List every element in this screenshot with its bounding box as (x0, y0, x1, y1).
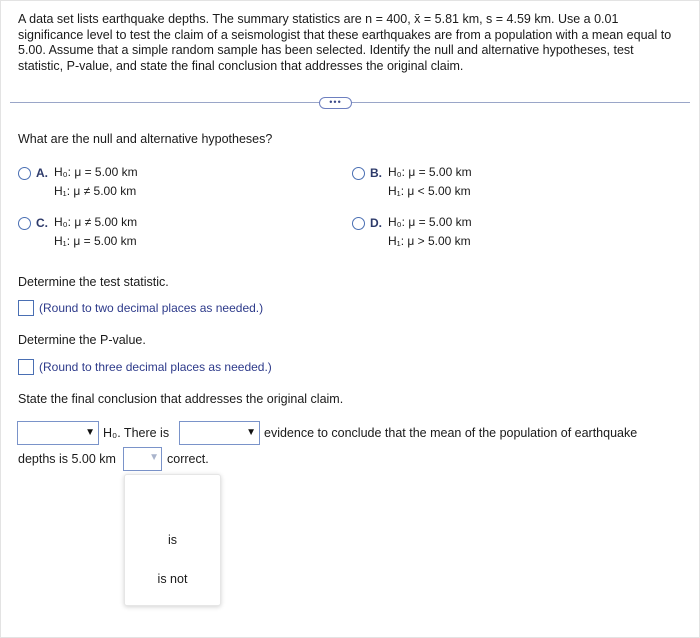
option-c-hypotheses (54, 213, 137, 251)
p-value-hint: (Round to three decimal places as needed.) (39, 360, 272, 374)
is-correct-select[interactable] (123, 447, 162, 471)
conclusion-text-4: correct. (167, 452, 209, 466)
option-b-letter: B. (370, 166, 382, 180)
option-a-h0: H₀: μ = 5.00 km (54, 165, 138, 179)
dropdown-option-is[interactable]: is (167, 533, 178, 547)
radio-button-b[interactable] (352, 167, 365, 180)
chevron-down-icon: ▼ (149, 452, 159, 463)
conclusion-text-2: evidence to conclude that the mean of the population of earthquake (264, 426, 638, 440)
evidence-select[interactable] (179, 421, 260, 445)
test-statistic-input[interactable] (18, 300, 34, 316)
option-d-hypotheses (388, 213, 472, 251)
option-c[interactable] (18, 216, 137, 251)
option-d-h0: H₀: μ = 5.00 km (388, 215, 472, 229)
dropdown-option-is-not[interactable]: is not (157, 572, 188, 586)
question-test-statistic: Determine the test statistic. (18, 275, 169, 289)
p-value-input[interactable] (18, 359, 34, 375)
option-b[interactable] (352, 166, 472, 201)
option-c-letter: C. (36, 216, 48, 230)
question-hypotheses: What are the null and alternative hypotheses? (18, 132, 273, 146)
more-options-button[interactable]: ••• (319, 97, 352, 109)
radio-button-c[interactable] (18, 217, 31, 230)
option-b-h0: H₀: μ = 5.00 km (388, 165, 472, 179)
question-p-value: Determine the P-value. (18, 333, 146, 347)
dropdown-menu (124, 474, 221, 606)
radio-button-a[interactable] (18, 167, 31, 180)
question-conclusion: State the final conclusion that addresses the original claim. (18, 392, 344, 406)
option-b-h1: H₁: μ < 5.00 km (388, 184, 471, 198)
option-b-hypotheses (388, 163, 472, 201)
conclusion-text-3: depths is 5.00 km (18, 452, 116, 466)
option-a-letter: A. (36, 166, 48, 180)
option-d-letter: D. (370, 216, 382, 230)
option-d-h1: H₁: μ > 5.00 km (388, 234, 471, 248)
option-c-h1: H₁: μ = 5.00 km (54, 234, 137, 248)
chevron-down-icon: ▼ (246, 427, 256, 438)
option-a[interactable] (18, 166, 138, 201)
conclusion-text-1: H₀. There is (103, 426, 170, 440)
radio-button-d[interactable] (352, 217, 365, 230)
option-a-h1: H₁: μ ≠ 5.00 km (54, 184, 137, 198)
test-statistic-hint: (Round to two decimal places as needed.) (39, 301, 264, 315)
problem-statement: A data set lists earthquake depths. The summary statistics are n = 400, x̄ = 5.81 km, s = 4.59 km. Use a 0.01 significance level to test the claim of a seismologist that these earthquakes are from a population with a mean equal to 5.00. Assume that a simple random sample has been selected. Identify the null and alternative hypotheses, test statistic, P-value, and state the final conclusion that addresses the original claim. (18, 12, 672, 73)
reject-decision-select[interactable] (17, 421, 99, 445)
option-a-hypotheses (54, 163, 138, 201)
chevron-down-icon: ▼ (85, 427, 95, 438)
option-c-h0: H₀: μ ≠ 5.00 km (54, 215, 138, 229)
option-d[interactable] (352, 216, 472, 251)
